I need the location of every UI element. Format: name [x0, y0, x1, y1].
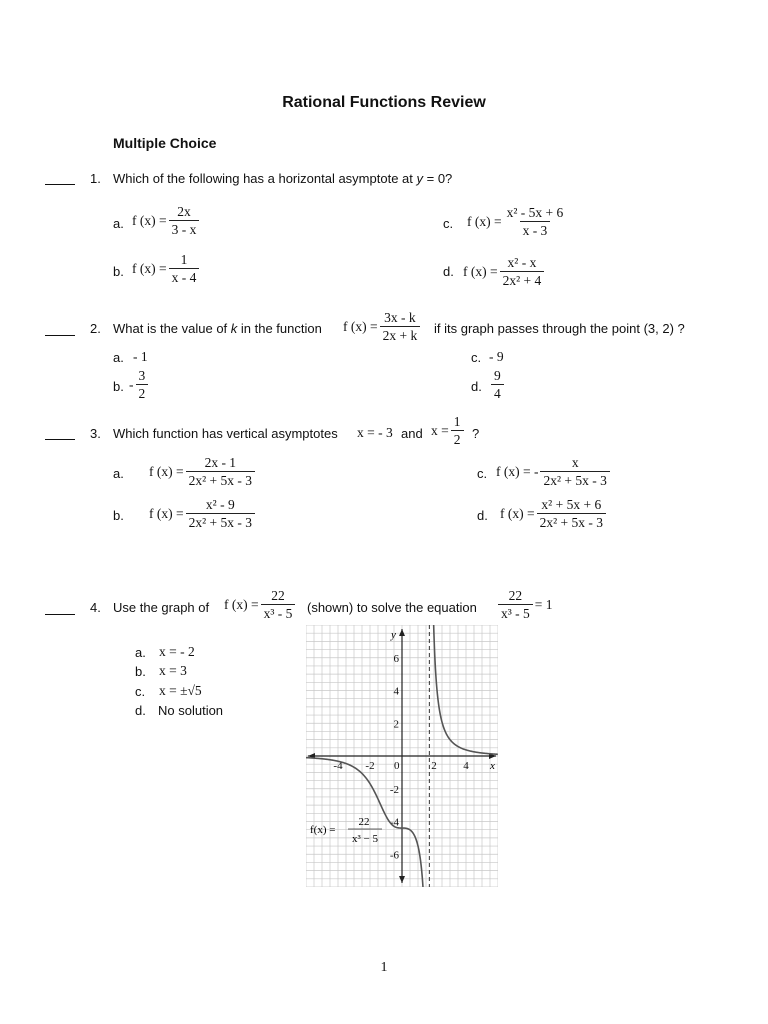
annotation-numerator: 22 — [358, 816, 370, 828]
choice-label: d. — [471, 379, 482, 394]
choice-label: d. — [135, 703, 146, 718]
choice-1c-expression: f (x) = $\frac{\text{x² - 5x + 6}}{x - 3}$ — [467, 205, 564, 238]
choice-2b-value: - $\frac{3}{2}$ — [129, 367, 150, 402]
choice-label: a. — [113, 216, 124, 231]
question-3-end: ? — [472, 426, 480, 441]
annotation-denominator: x³ − 5 — [351, 833, 379, 845]
choice-2a-value: - 1 — [133, 349, 148, 364]
choice-4a-value: x = - 2 — [159, 644, 195, 659]
choice-1b-expression: f (x) = $\frac{1}{x - 4}$ — [132, 251, 201, 286]
choice-4d-value: No solution — [158, 703, 224, 718]
x-tick-label: 2 — [431, 760, 437, 772]
choice-label: c. — [135, 684, 146, 699]
page-number: 1 — [380, 960, 388, 975]
choice-label: d. — [443, 264, 454, 279]
choice-label: c. — [477, 466, 488, 481]
y-tick-label: -4 — [389, 816, 399, 829]
question-number: 3. — [90, 426, 101, 441]
x-tick-label: -4 — [333, 760, 343, 772]
choice-label: b. — [113, 379, 124, 394]
choice-3c-expression: f (x) = - $\frac{x}{\text{2x² + 5x - 3}}$ — [496, 454, 612, 489]
choice-2d-value: $\frac{9}{4}$ — [489, 367, 506, 402]
y-tick-label: -6 — [389, 849, 399, 862]
choice-label: b. — [113, 264, 124, 279]
choice-4c-value: x = ±√5 — [159, 683, 202, 698]
question-4-text-mid: (shown) to solve the equation — [307, 600, 477, 615]
choice-label: c. — [443, 216, 454, 231]
y-axis-arrow — [399, 629, 405, 636]
y-tick-label: 4 — [393, 685, 399, 698]
choice-label: a. — [113, 466, 124, 481]
annotation-lhs: f(x) = — [310, 824, 336, 836]
choice-label: a. — [113, 350, 124, 365]
x-axis-label: x — [490, 760, 495, 772]
choice-1a-expression: f (x) = $\frac{2x}{3 - x}$ — [132, 203, 201, 238]
question-3-and: and — [401, 426, 423, 441]
question-number: 4. — [90, 600, 101, 615]
choice-label: d. — [477, 508, 488, 523]
answer-blank-4[interactable] — [45, 614, 75, 615]
page-title: Rational Functions Review — [282, 94, 486, 111]
question-2-text-end: if its graph passes through the point (3, 2) ? — [434, 321, 685, 336]
curve-right-branch — [430, 625, 498, 754]
answer-blank-3[interactable] — [45, 439, 75, 440]
question-2-text: What is the value of k in the function — [113, 321, 322, 336]
section-heading: Multiple Choice — [113, 135, 217, 151]
choice-label: b. — [135, 664, 146, 679]
choice-3b-expression: f (x) = $\frac{\text{x² - 9}}{\text{2x² + 5x - 3}}$ — [149, 496, 257, 531]
answer-blank-2[interactable] — [45, 335, 75, 336]
graph-axes — [308, 629, 496, 883]
y-axis-arrow — [399, 876, 405, 883]
question-1-text: Which of the following has a horizontal asymptote at y = 0? — [113, 171, 453, 186]
y-tick-label: -2 — [389, 783, 399, 796]
choice-label: b. — [113, 508, 124, 523]
answer-blank-1[interactable] — [45, 184, 75, 185]
asymptote-expression-2: x = $\frac{1}{2}$ — [431, 413, 466, 448]
x-tick-label: 4 — [463, 760, 469, 772]
choice-3d-expression: f (x) = $\frac{\text{x² + 5x + 6}}{\text{2x² + 5x - 3}}$ — [500, 496, 608, 531]
x-tick-label: 0 — [394, 760, 400, 772]
y-axis-label: y — [391, 629, 396, 641]
choice-label: a. — [135, 645, 146, 660]
question-3-text: Which function has vertical asymptotes — [113, 426, 338, 441]
question-number: 1. — [90, 171, 101, 186]
question-4-function: f (x) = $\frac{22}{\text{x³ - 5}}$ — [224, 587, 297, 622]
question-4-text: Use the graph of — [113, 600, 210, 615]
y-tick-label: 2 — [393, 718, 399, 731]
choice-label: c. — [471, 350, 482, 365]
question-2-function: f (x) = $\frac{3x - k}{2x + k}$ — [343, 309, 422, 344]
choice-4b-value: x = 3 — [159, 663, 187, 678]
x-tick-label: -2 — [365, 760, 375, 772]
choice-3a-expression: f (x) = $\frac{2x - 1}{\text{2x² + 5x - 3}}$ — [149, 454, 257, 489]
choice-1d-expression: f (x) = $\frac{\text{x² - x}}{\text{2x² + 4}}$ — [463, 254, 546, 289]
choice-2c-value: - 9 — [489, 349, 504, 364]
y-tick-label: 6 — [393, 652, 399, 665]
function-graph — [306, 625, 498, 887]
question-number: 2. — [90, 321, 101, 336]
asymptote-expression-1: x = - 3 — [357, 425, 393, 440]
question-4-equation: $\frac{22}{\text{x³ - 5}}$ = 1 — [496, 587, 553, 622]
